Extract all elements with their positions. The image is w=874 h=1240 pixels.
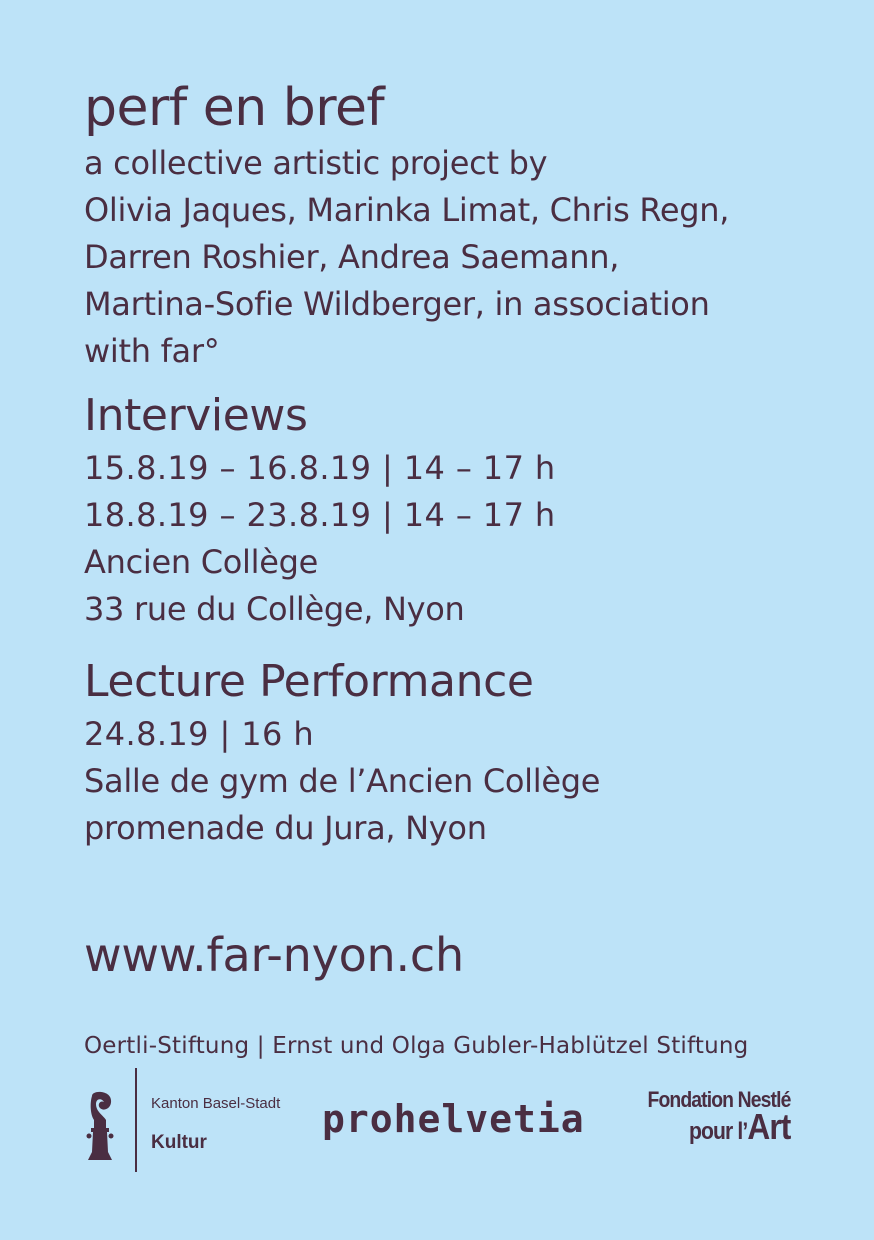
poster-content <box>84 76 824 852</box>
basel-crozier-icon <box>84 1090 116 1160</box>
nestle-line1: Fondation Nestlé <box>647 1087 790 1112</box>
nestle-pour: pour l’ <box>688 1118 747 1145</box>
lecture-address: promenade du Jura, Nyon <box>84 809 487 847</box>
intro-line: with far° <box>84 332 220 370</box>
basel-line1: Kanton Basel-Stadt <box>151 1095 281 1112</box>
interviews-address: 33 rue du Collège, Nyon <box>84 590 465 628</box>
intro-line: Olivia Jaques, Marinka Limat, Chris Regn, <box>84 191 730 229</box>
basel-stadt-logo <box>84 1068 314 1172</box>
sponsor-logos <box>84 1068 804 1178</box>
lecture-section <box>84 653 824 852</box>
website-link[interactable]: www.far-nyon.ch <box>84 928 464 982</box>
interviews-section <box>84 387 824 633</box>
interviews-date: 15.8.19 – 16.8.19 | 14 – 17 h <box>84 449 556 487</box>
project-intro <box>84 140 824 375</box>
nestle-line2 <box>647 1106 790 1147</box>
interviews-heading: Interviews <box>84 390 308 441</box>
interviews-venue: Ancien Collège <box>84 543 318 581</box>
intro-line: Martina-Sofie Wildberger, in association <box>84 285 710 323</box>
intro-line: Darren Roshier, Andrea Saemann, <box>84 238 620 276</box>
lecture-heading: Lecture Performance <box>84 656 534 707</box>
basel-divider <box>135 1068 137 1172</box>
prohelvetia-logo: prohelvetia <box>322 1097 585 1141</box>
lecture-venue: Salle de gym de l’Ancien Collège <box>84 762 601 800</box>
intro-line: a collective artistic project by <box>84 144 548 182</box>
lecture-date: 24.8.19 | 16 h <box>84 715 315 753</box>
nestle-foundation-logo <box>628 1088 790 1147</box>
page-title: perf en bref <box>84 78 385 138</box>
sponsors-text: Oertli-Stiftung | Ernst und Olga Gubler-Hablützel Stiftung <box>84 1033 749 1059</box>
basel-line2: Kultur <box>151 1132 207 1153</box>
interviews-date: 18.8.19 – 23.8.19 | 14 – 17 h <box>84 496 556 534</box>
nestle-art: Art <box>746 1106 790 1147</box>
